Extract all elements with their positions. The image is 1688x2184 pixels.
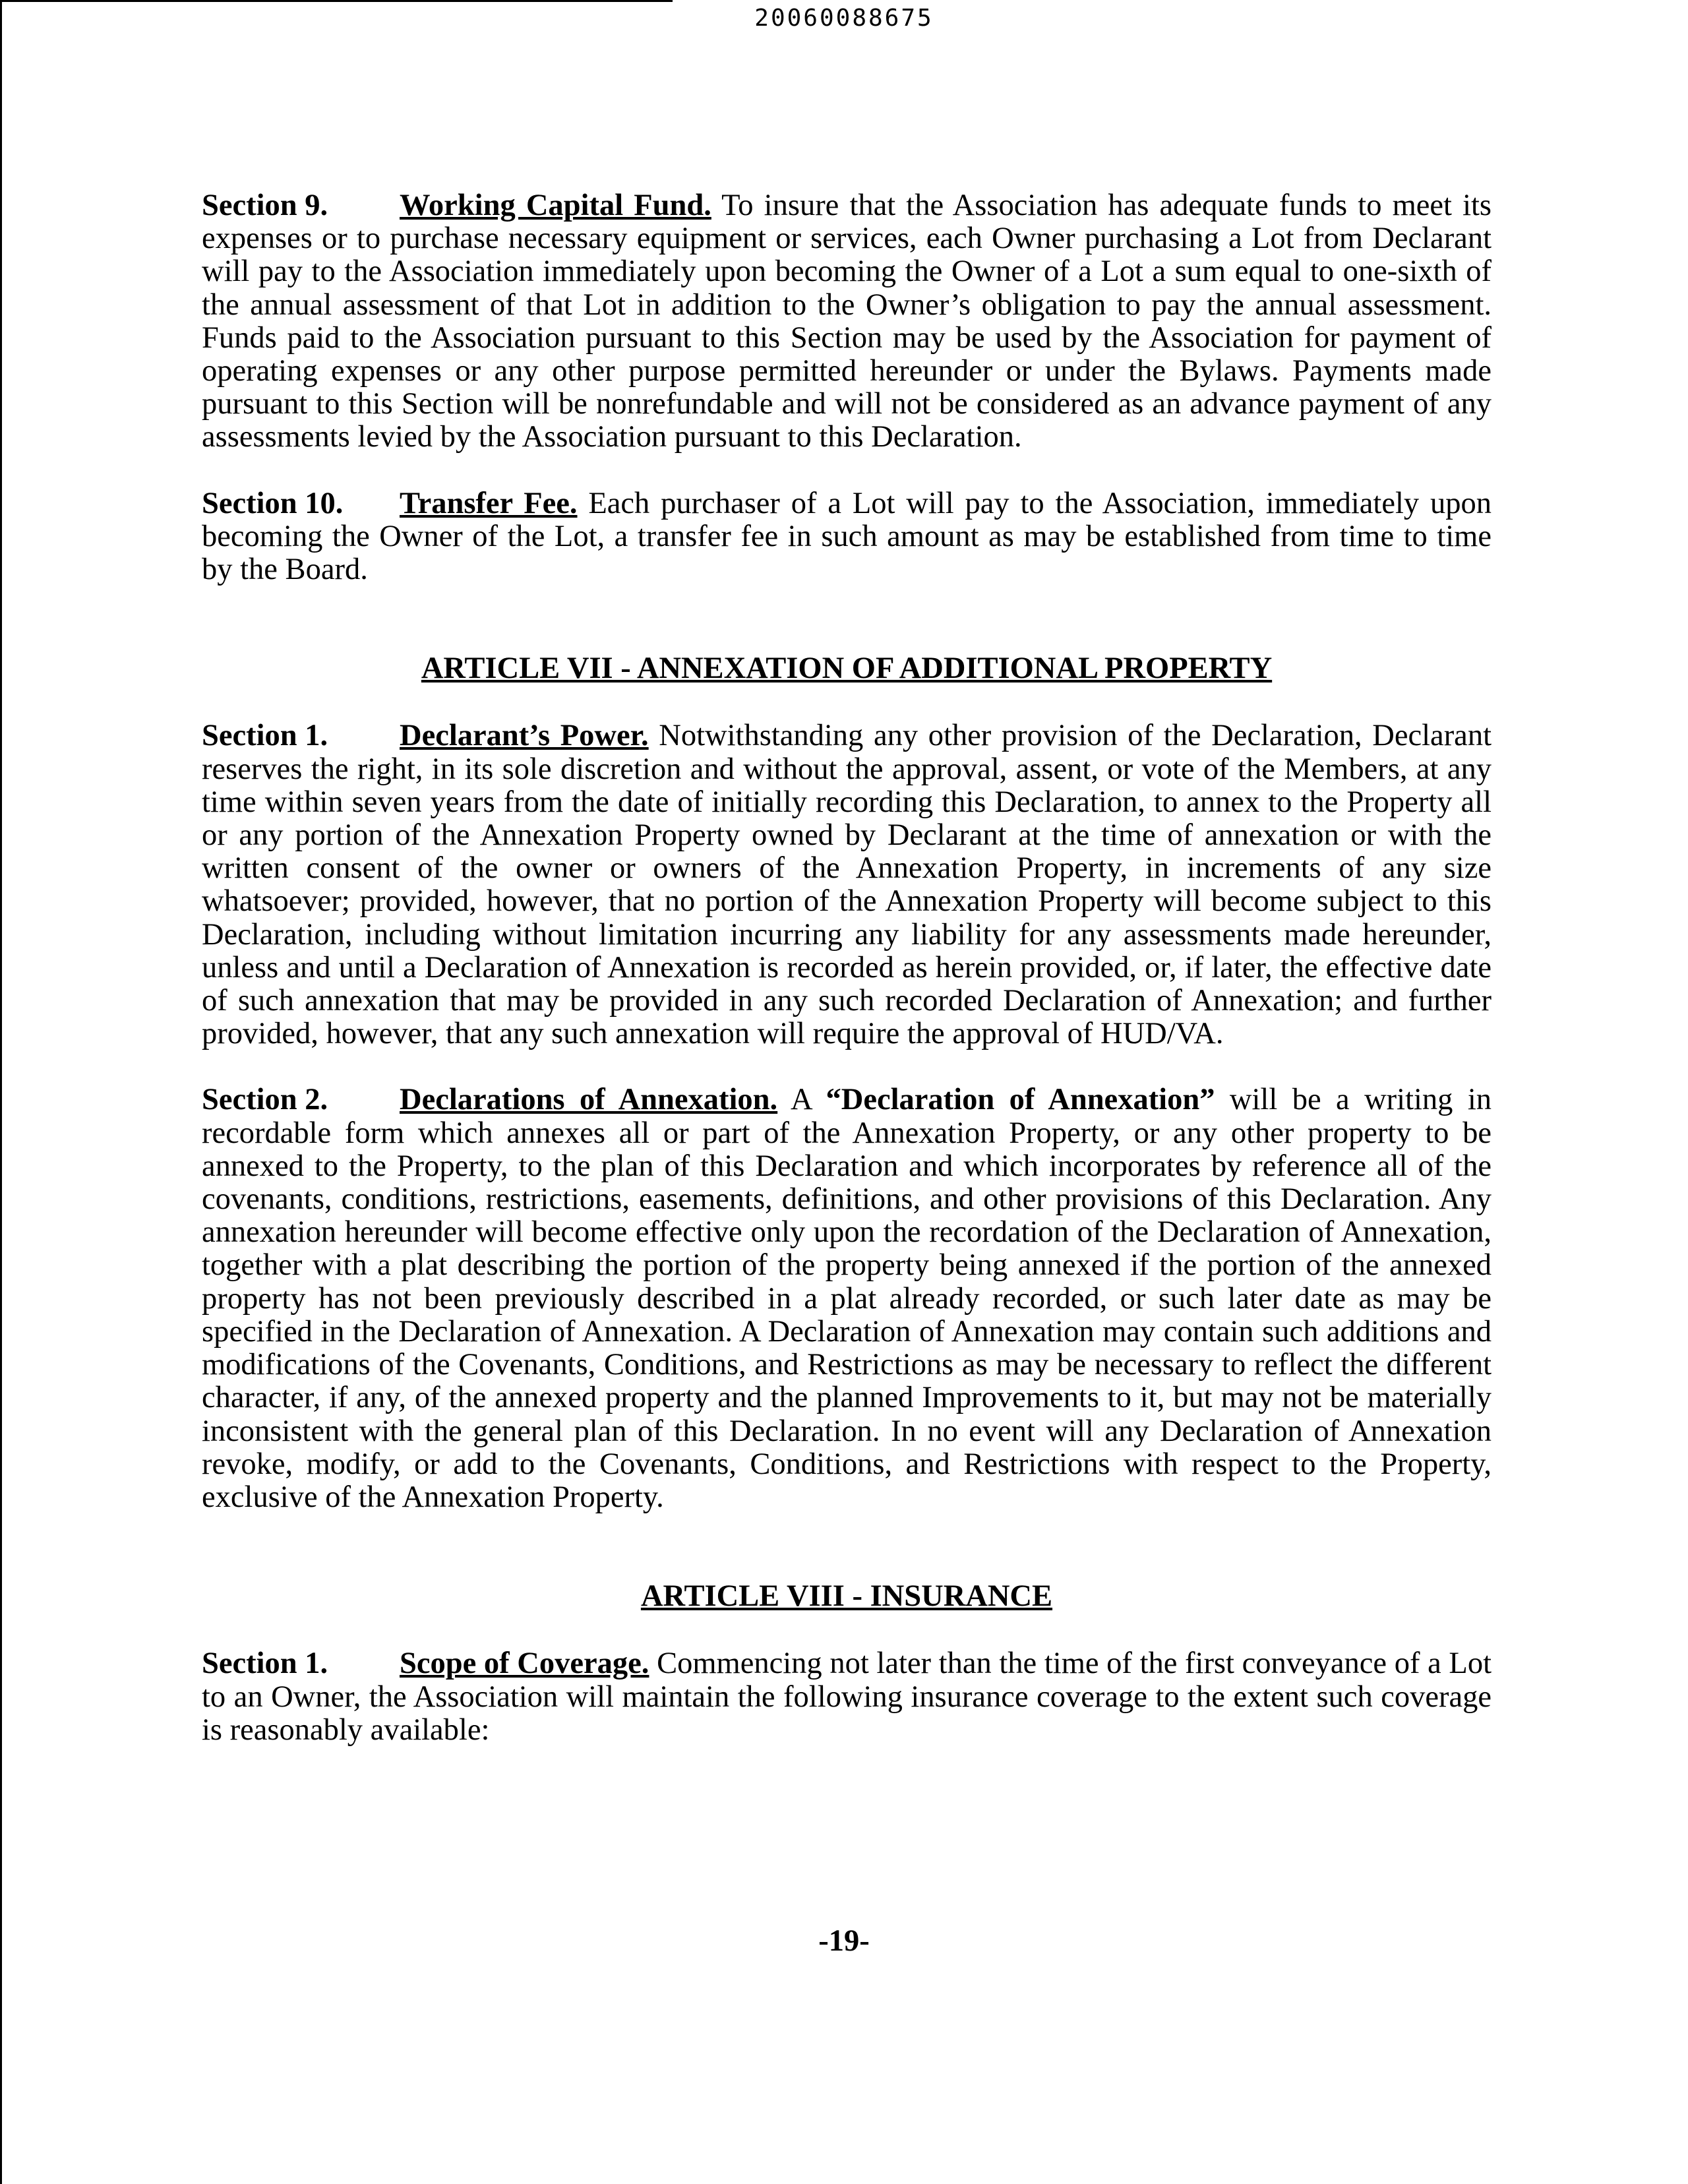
article-vii-section-2-paragraph	[202, 1083, 1492, 1514]
article-vii-section-1-title: Declarant’s Power.	[400, 719, 649, 753]
section-10-title: Transfer Fee.	[400, 486, 578, 520]
section-10-label: Section 10.	[202, 486, 344, 520]
article-viii-section-1-label: Section 1.	[202, 1647, 328, 1681]
article-viii-section-1-title: Scope of Coverage.	[400, 1647, 649, 1681]
article-viii-section-1-paragraph	[202, 1647, 1492, 1747]
section-10-paragraph	[202, 487, 1492, 587]
section-9-paragraph	[202, 189, 1492, 454]
scan-edge-left	[0, 0, 2, 2184]
article-vii-section-1-text: Notwithstanding any other provision of the Declaration, Declarant reserves the right, in its sole discretion and without the approval, assent, or vote of the Members, at any time within seven years from the date of initially recording this Declaration, to annex to the Property all or any portion of the Annexation Property owned by Declarant at the time of annexation or with the written consent of the owner or owners of the Annexation Property, in increments of any size whatsoever; provided, however, that no portion of the Annexation Property will become subject to this Declaration, including without limitation incurring any liability for any assessments made hereunder, unless and until a Declaration of Annexation is recorded as herein provided, or, if later, the effective date of such annexation that may be provided in any such recorded Declaration of Annexation; and further provided, however, that any such annexation will require the approval of HUD/VA.	[202, 719, 1492, 1051]
page-number: -19-	[818, 1924, 870, 1958]
article-vii-section-1-paragraph	[202, 719, 1492, 1050]
document-body	[202, 189, 1492, 1747]
article-viii-heading: ARTICLE VIII - INSURANCE	[640, 1579, 1053, 1614]
article-vii-section-2-title: Declarations of Annexation.	[400, 1083, 778, 1117]
section-9-label: Section 9.	[202, 189, 328, 222]
declaration-of-annexation-term: “Declaration of Annexation”	[826, 1083, 1215, 1117]
article-vii-section-2-label: Section 2.	[202, 1083, 328, 1117]
document-number: 20060088675	[754, 5, 934, 32]
article-vii-heading: ARTICLE VII - ANNEXATION OF ADDITIONAL PROPERTY	[421, 652, 1273, 686]
article-vii-section-2-text-b: will be a writing in recordable form which annexes all or part of the Annexation Property, or any other property to be annexed to the Property, to the plan of this Declaration and which incorporates by reference all of the covenants, conditions, restrictions, easements, definitions, and other provisions of this Declaration. Any annexation hereunder will become effective only upon the recordation of the Declaration of Annexation, together with a plat describing the portion of the property being annexed if the portion of the annexed property has not been previously described in a plat already recorded, or such later date as may be specified in the Declaration of Annexation. A Declaration of Annexation may contain such additions and modifications of the Covenants, Conditions, and Restrictions as may be necessary to reflect the different character, if any, of the annexed property and the planned Improvements to it, but may not be materially inconsistent with the general plan of this Declaration. In no event will any Declaration of Annexation revoke, modify, or add to the Covenants, Conditions, and Restrictions with respect to the Property, exclusive of the Annexation Property.	[202, 1083, 1492, 1514]
section-9-title: Working Capital Fund.	[400, 189, 711, 222]
article-vii-section-1-label: Section 1.	[202, 719, 328, 753]
article-vii-section-2-text-a: A	[777, 1083, 826, 1117]
section-9-text: To insure that the Association has adequate funds to meet its expenses or to purchase necessary equipment or services, each Owner purchasing a Lot from Declarant will pay to the Association immediately upon becoming the Owner of a Lot a sum equal to one-sixth of the annual assessment of that Lot in addition to the Owner’s obligation to pay the annual assessment. Funds paid to the Association pursuant to this Section may be used by the Association for payment of operating expenses or any other purpose permitted hereunder or under the Bylaws. Payments made pursuant to this Section will be nonrefundable and will not be considered as an advance payment of any assessments levied by the Association pursuant to this Declaration.	[202, 189, 1492, 454]
scan-edge-top	[0, 0, 673, 2]
article-viii-section-1-text: Commencing not later than the time of the first conveyance of a Lot to an Owner, the Association will maintain the following insurance coverage to the extent such coverage is reasonably available:	[202, 1647, 1492, 1747]
section-10-text: Each purchaser of a Lot will pay to the Association, immediately upon becoming the Owner of the Lot, a transfer fee in such amount as may be established from time to time by the Board.	[202, 486, 1492, 587]
